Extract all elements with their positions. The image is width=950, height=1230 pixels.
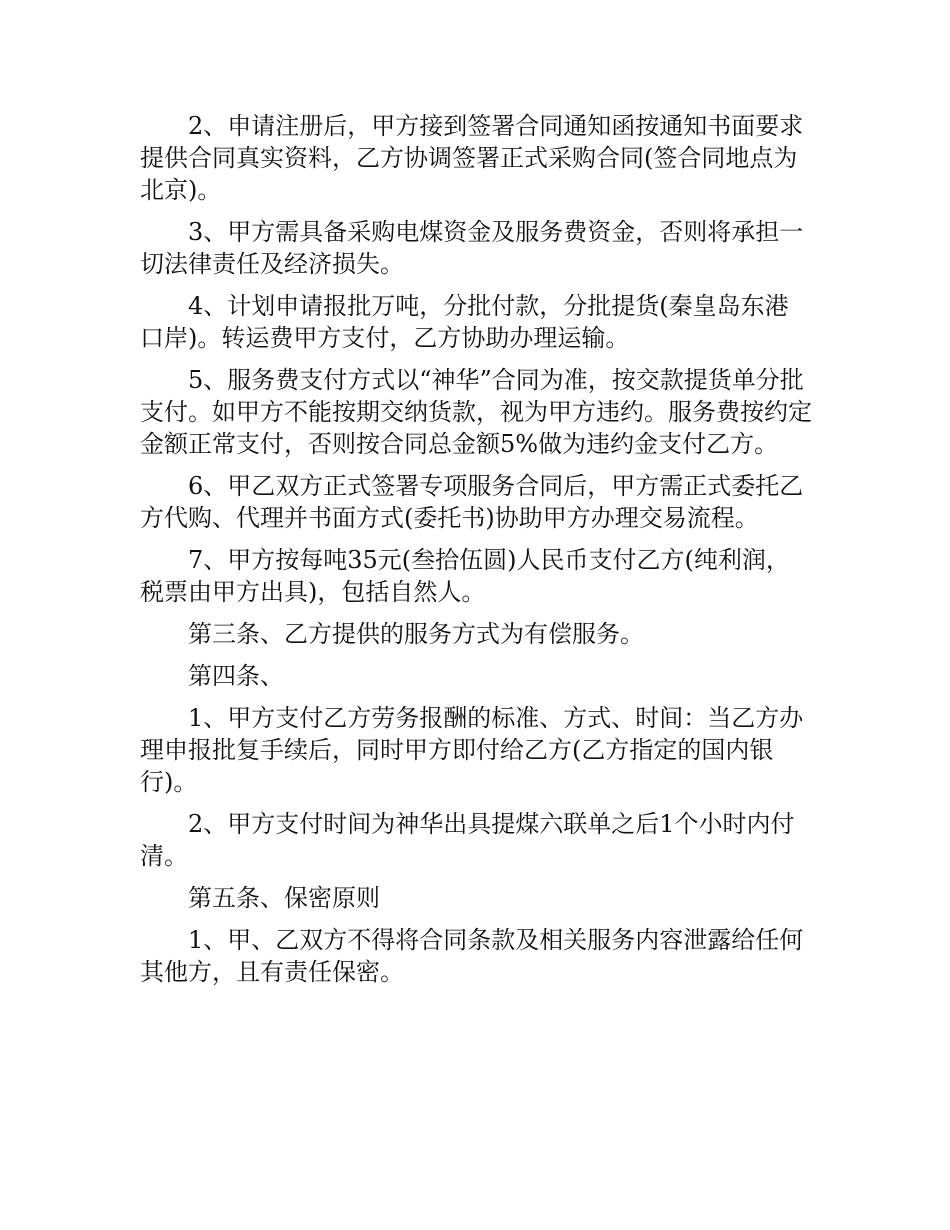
article-four-heading: 第四条、 bbox=[188, 662, 284, 690]
article-five-heading: 第五条、保密原则 bbox=[188, 884, 380, 912]
paragraph-clause-5: 5、服务费支付方式以“神华”合同为准，按交款提货单分批支付。如甲方不能按期交纳货款，视为甲方违约。服务费按约定金额正常支付，否则按合同总金额5%做为违约金支付乙方。 bbox=[140, 366, 812, 458]
paragraph-article-five-item-1: 1、甲、乙双方不得将合同条款及相关服务内容泄露给任何其他方，且有责任保密。 bbox=[140, 926, 804, 986]
article-three-heading: 第三条、乙方提供的服务方式为有偿服务。 bbox=[188, 620, 644, 648]
paragraph-clause-7: 7、甲方按每吨35元(叁拾伍圆)人民币支付乙方(纯利润，税票由甲方出具)，包括自然人。 bbox=[140, 546, 790, 606]
paragraph-article-four-item-1: 1、甲方支付乙方劳务报酬的标准、方式、时间：当乙方办理申报批复手续后，同时甲方即付给乙方(乙方指定的国内银行)。 bbox=[140, 704, 804, 796]
paragraph-clause-3: 3、甲方需具备采购电煤资金及服务费资金，否则将承担一切法律责任及经济损失。 bbox=[140, 218, 804, 278]
paragraph-clause-6: 6、甲乙双方正式签署专项服务合同后，甲方需正式委托乙方代购、代理并书面方式(委托书)协助甲方办理交易流程。 bbox=[140, 472, 804, 532]
paragraph-clause-4: 4、计划申请报批万吨，分批付款，分批提货(秦皇岛东港口岸)。转运费甲方支付，乙方协助办理运输。 bbox=[140, 292, 789, 352]
document-page bbox=[140, 110, 812, 998]
paragraph-article-four-item-2: 2、甲方支付时间为神华出具提煤六联单之后1个小时内付清。 bbox=[140, 810, 795, 870]
paragraph-clause-2: 2、申请注册后，甲方接到签署合同通知函按通知书面要求提供合同真实资料，乙方协调签署正式采购合同(签合同地点为北京)。 bbox=[140, 112, 804, 204]
